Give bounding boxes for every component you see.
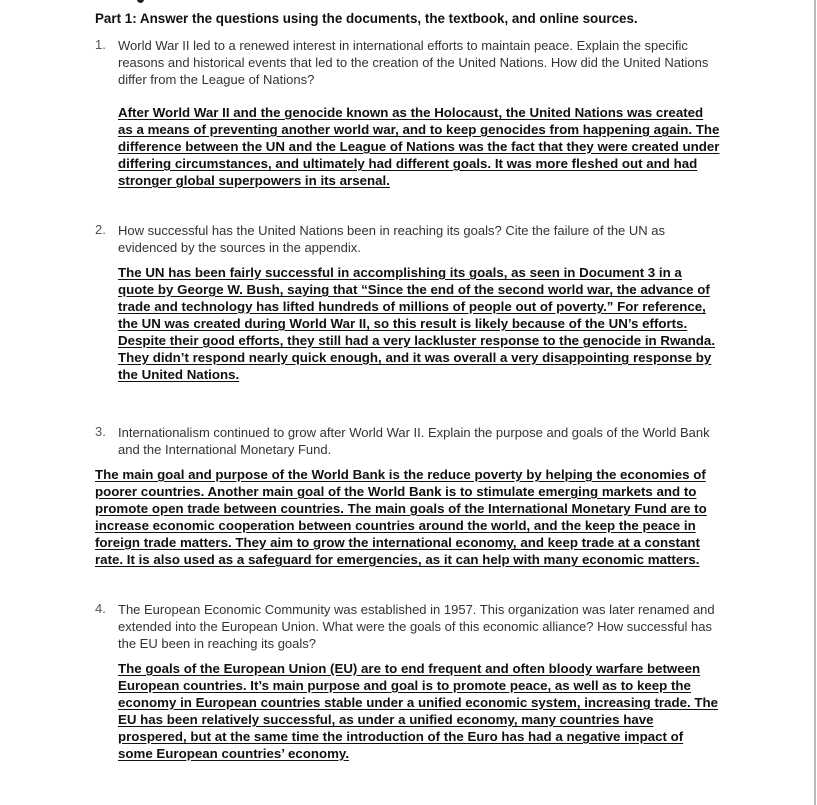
question-prompt: How successful has the United Nations been in reaching its goals? Cite the failure of the UN as evidenced by the sources in the appendix.	[118, 223, 666, 255]
question-number: 3.	[95, 424, 106, 439]
question-prompt: World War II led to a renewed interest in international efforts to maintain peace. Explain the specific reasons and historical events that led to the creation of the United Nations. How did the United Nations differ from the League of Nations?	[118, 38, 709, 87]
question-prompt: Internationalism continued to grow after World War II. Explain the purpose and goals of the World Bank and the International Monetary Fund.	[118, 425, 710, 457]
question-number: 4.	[95, 601, 106, 616]
question-prompt: The European Economic Community was established in 1957. This organization was later renamed and extended into the European Union. What were the goals of this economic alliance? How successful has the EU been in reaching its goals?	[118, 602, 715, 651]
cutoff-text-fragment	[137, 0, 144, 3]
answer-text[interactable]: The goals of the European Union (EU) are to end frequent and often bloody warfare between European countries. It’s main purpose and goal is to promote peace, as well as to keep the economy in European countries stable under a unified economic system, increasing trade. The EU has been relatively successful, as under a unified economy, many countries have prospered, but at the same time the introduction of the Euro has had a negative impact of some European countries’ economy.	[118, 661, 718, 761]
answer-text[interactable]: The main goal and purpose of the World Bank is the reduce poverty by helping the economies of poorer countries. Another main goal of the World Bank is to stimulate emerging markets and to promote open trade between countries. The main goals of the International Monetary Fund are to increase economic cooperation between countries around the world, and the keep the peace in foreign trade matters. They aim to grow the international economy, and keep trade at a constant rate. It is also used as a safeguard for emergencies, as it can help with many economic matters.	[95, 467, 707, 567]
question-number: 2.	[95, 222, 106, 237]
answer-text[interactable]: After World War II and the genocide known as the Holocaust, the United Nations was created as a means of preventing another world war, and to keep genocides from happening again. The difference between the UN and the League of Nations was the fact that they were created under differing circumstances, and ultimately had different goals. It was more fleshed out and had stronger global superpowers in its arsenal.	[118, 105, 720, 188]
page-edge-divider	[814, 0, 816, 805]
section-heading: Part 1: Answer the questions using the documents, the textbook, and online sources.	[95, 11, 638, 26]
question-number: 1.	[95, 37, 106, 52]
answer-text[interactable]: The UN has been fairly successful in accomplishing its goals, as seen in Document 3 in a quote by George W. Bush, saying that “Since the end of the second world war, the advance of trade and technology has lifted hundreds of millions of people out of poverty.” For reference, the UN was created during World War II, so this result is likely because of the UN’s efforts. Despite their good efforts, they still had a very lackluster response to the genocide in Rwanda. They didn’t respond nearly quick enough, and it was overall a very disappointing response by the United Nations.	[118, 265, 716, 382]
